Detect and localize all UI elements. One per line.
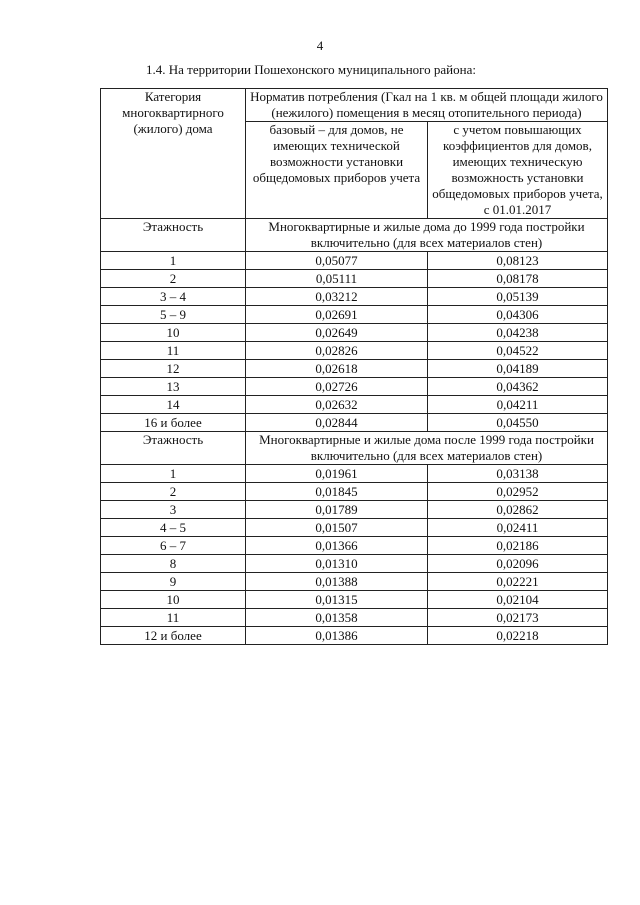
- table-row: [101, 270, 608, 288]
- coef-value-cell: 0,02186: [428, 537, 608, 555]
- floors-cell: 10: [101, 591, 246, 609]
- base-value-cell: 0,02649: [246, 324, 428, 342]
- table-row: [101, 414, 608, 432]
- base-header: базовый – для домов, не имеющих технической возможности установки общедомовых приборов учета: [246, 122, 428, 219]
- base-value-cell: 0,01358: [246, 609, 428, 627]
- table-row: [101, 627, 608, 645]
- coef-value-cell: 0,04211: [428, 396, 608, 414]
- coef-value-cell: 0,02096: [428, 555, 608, 573]
- coef-value-cell: 0,02411: [428, 519, 608, 537]
- group-title: Многоквартирные и жилые дома до 1999 года постройки включительно (для всех материалов стен): [246, 219, 608, 252]
- floors-cell: 2: [101, 270, 246, 288]
- coef-value-cell: 0,02952: [428, 483, 608, 501]
- table-row: [101, 396, 608, 414]
- table-row: [101, 483, 608, 501]
- table-row: [101, 555, 608, 573]
- floors-cell: 9: [101, 573, 246, 591]
- base-value-cell: 0,01388: [246, 573, 428, 591]
- norms-table-body: [101, 89, 608, 645]
- floors-cell: 11: [101, 609, 246, 627]
- base-value-cell: 0,01845: [246, 483, 428, 501]
- base-value-cell: 0,03212: [246, 288, 428, 306]
- floors-cell: 13: [101, 378, 246, 396]
- base-value-cell: 0,01386: [246, 627, 428, 645]
- coef-value-cell: 0,04362: [428, 378, 608, 396]
- coef-value-cell: 0,08178: [428, 270, 608, 288]
- table-row: [101, 288, 608, 306]
- floors-cell: 8: [101, 555, 246, 573]
- base-value-cell: 0,05077: [246, 252, 428, 270]
- base-value-cell: 0,02844: [246, 414, 428, 432]
- base-value-cell: 0,01315: [246, 591, 428, 609]
- floors-cell: 11: [101, 342, 246, 360]
- coef-value-cell: 0,03138: [428, 465, 608, 483]
- table-row: [101, 537, 608, 555]
- coef-header: с учетом повышающих коэффициентов для домов, имеющих техническую возможность установки общедомовых приборов учета, с 01.01.2017: [428, 122, 608, 219]
- table-row: [101, 573, 608, 591]
- page-number: 4: [316, 38, 324, 53]
- table-row: [101, 501, 608, 519]
- floors-cell: 10: [101, 324, 246, 342]
- base-value-cell: 0,02726: [246, 378, 428, 396]
- table-row: [101, 591, 608, 609]
- table-row: [101, 360, 608, 378]
- table-row: [101, 609, 608, 627]
- floors-header: Этажность: [101, 432, 246, 465]
- floors-cell: 4 – 5: [101, 519, 246, 537]
- table-row: [101, 378, 608, 396]
- table-row: [101, 324, 608, 342]
- group-title: Многоквартирные и жилые дома после 1999 года постройки включительно (для всех материалов стен): [246, 432, 608, 465]
- base-value-cell: 0,01507: [246, 519, 428, 537]
- header-row: [101, 89, 608, 122]
- base-value-cell: 0,02632: [246, 396, 428, 414]
- coef-value-cell: 0,02862: [428, 501, 608, 519]
- base-value-cell: 0,02618: [246, 360, 428, 378]
- coef-value-cell: 0,04522: [428, 342, 608, 360]
- floors-cell: 1: [101, 252, 246, 270]
- table-row: [101, 306, 608, 324]
- base-value-cell: 0,01789: [246, 501, 428, 519]
- coef-value-cell: 0,05139: [428, 288, 608, 306]
- group-header-row: [101, 432, 608, 465]
- table-row: [101, 342, 608, 360]
- floors-cell: 3: [101, 501, 246, 519]
- norms-table: [100, 88, 608, 645]
- base-value-cell: 0,01961: [246, 465, 428, 483]
- table-row: [101, 252, 608, 270]
- coef-value-cell: 0,04189: [428, 360, 608, 378]
- coef-value-cell: 0,04550: [428, 414, 608, 432]
- floors-header: Этажность: [101, 219, 246, 252]
- floors-cell: 3 – 4: [101, 288, 246, 306]
- table-row: [101, 465, 608, 483]
- group-header-row: [101, 219, 608, 252]
- floors-cell: 1: [101, 465, 246, 483]
- base-value-cell: 0,02826: [246, 342, 428, 360]
- norm-header: Норматив потребления (Гкал на 1 кв. м общей площади жилого (нежилого) помещения в месяц отопительного периода): [246, 89, 608, 122]
- coef-value-cell: 0,02221: [428, 573, 608, 591]
- floors-cell: 12 и более: [101, 627, 246, 645]
- base-value-cell: 0,05111: [246, 270, 428, 288]
- table-row: [101, 519, 608, 537]
- floors-cell: 12: [101, 360, 246, 378]
- section-title: 1.4. На территории Пошехонского муниципального района:: [146, 62, 476, 77]
- coef-value-cell: 0,02218: [428, 627, 608, 645]
- floors-cell: 14: [101, 396, 246, 414]
- coef-value-cell: 0,04238: [428, 324, 608, 342]
- coef-value-cell: 0,02173: [428, 609, 608, 627]
- base-value-cell: 0,01366: [246, 537, 428, 555]
- floors-cell: 6 – 7: [101, 537, 246, 555]
- coef-value-cell: 0,08123: [428, 252, 608, 270]
- category-header: Категория многоквартирного (жилого) дома: [101, 89, 246, 219]
- floors-cell: 2: [101, 483, 246, 501]
- floors-cell: 5 – 9: [101, 306, 246, 324]
- floors-cell: 16 и более: [101, 414, 246, 432]
- base-value-cell: 0,01310: [246, 555, 428, 573]
- coef-value-cell: 0,02104: [428, 591, 608, 609]
- coef-value-cell: 0,04306: [428, 306, 608, 324]
- base-value-cell: 0,02691: [246, 306, 428, 324]
